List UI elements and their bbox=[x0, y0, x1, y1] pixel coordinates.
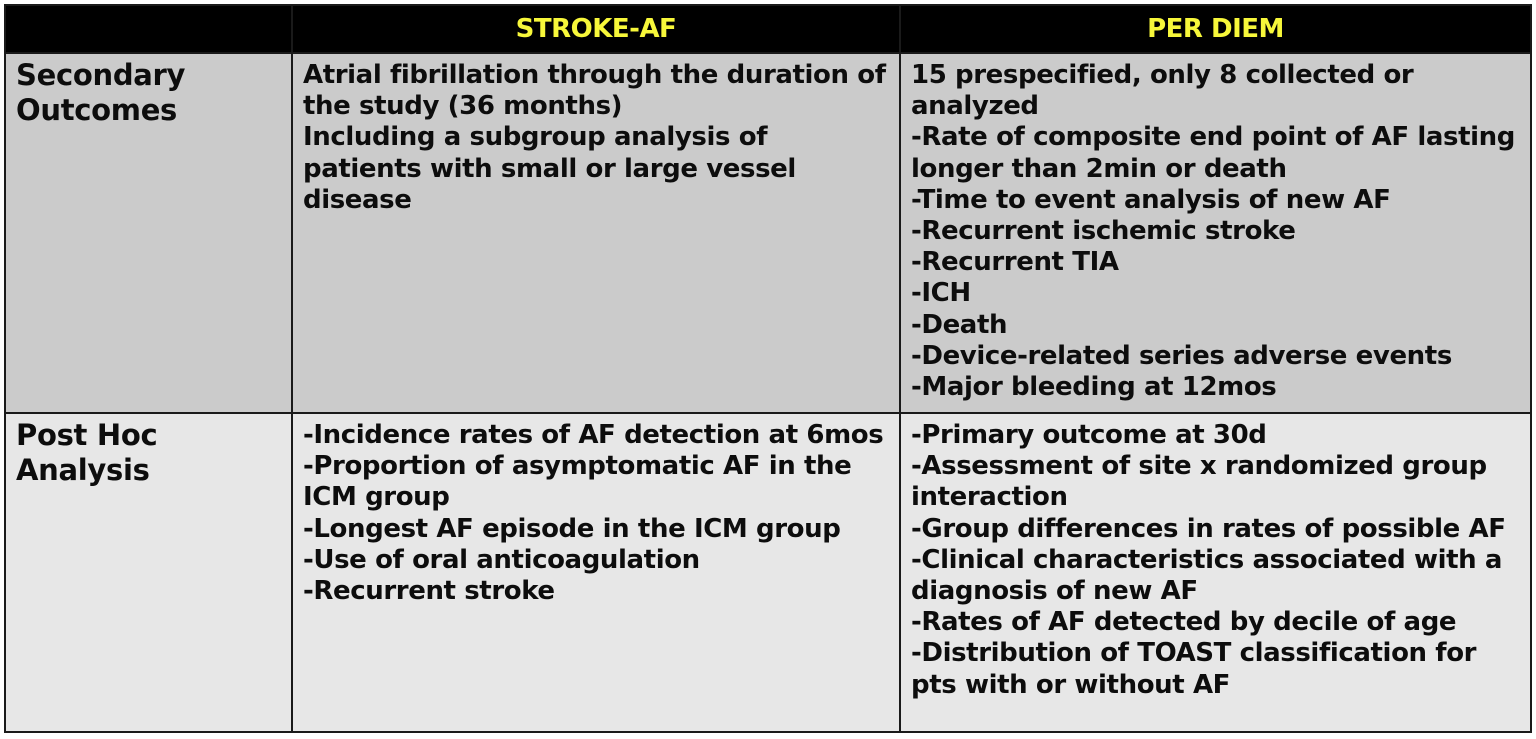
header-stroke-af: STROKE-AF bbox=[292, 5, 900, 53]
table-row-secondary-outcomes bbox=[5, 53, 1531, 413]
list-item: -Use of oral anticoagulation bbox=[303, 544, 700, 575]
comparison-table bbox=[4, 4, 1532, 733]
post-hoc-stroke-af-cell bbox=[292, 413, 900, 732]
row-label-line: Secondary bbox=[16, 58, 186, 92]
header-blank-cell bbox=[5, 5, 292, 53]
list-item: -Clinical characteristics associated with a diagnosis of new AF bbox=[911, 544, 1503, 607]
list-item: -Primary outcome at 30d bbox=[911, 420, 1267, 450]
row-label-post-hoc-analysis bbox=[5, 413, 292, 732]
secondary-outcomes-stroke-af-cell bbox=[292, 53, 900, 413]
list-item: -Group differences in rates of possible AF bbox=[911, 513, 1506, 544]
row-label-secondary-outcomes bbox=[5, 53, 292, 413]
list-item: -Rates of AF detected by decile of age bbox=[911, 607, 1457, 638]
secondary-outcomes-per-diem-cell bbox=[900, 53, 1531, 413]
list-item: 15 prespecified, only 8 collected or analyzed bbox=[911, 60, 1414, 122]
list-item: -Recurrent stroke bbox=[303, 576, 555, 607]
table-row-post-hoc-analysis bbox=[5, 413, 1531, 732]
row-label-line: Post Hoc bbox=[16, 418, 158, 452]
list-item: Atrial fibrillation through the duration of the study (36 months) bbox=[303, 60, 886, 122]
list-item: -Recurrent TIA bbox=[911, 247, 1119, 278]
list-item: -Proportion of asymptomatic AF in the ICM group bbox=[303, 451, 852, 513]
list-item: -Recurrent ischemic stroke bbox=[911, 216, 1296, 247]
header-per-diem: PER DIEM bbox=[900, 5, 1531, 53]
list-item: -Death bbox=[911, 309, 1008, 340]
table-header-row bbox=[5, 5, 1531, 53]
list-item: -Assessment of site x randomized group interaction bbox=[911, 451, 1487, 513]
list-item: -Rate of composite end point of AF lasting longer than 2min or death bbox=[911, 122, 1515, 184]
list-item: -Longest AF episode in the ICM group bbox=[303, 513, 841, 544]
row-label-line: Analysis bbox=[16, 453, 150, 487]
row-label-line: Outcomes bbox=[16, 93, 178, 127]
list-item: -Incidence rates of AF detection at 6mos bbox=[303, 420, 884, 450]
list-item: -Time to event analysis of new AF bbox=[911, 184, 1391, 215]
post-hoc-per-diem-cell bbox=[900, 413, 1531, 732]
list-item: -Device-related series adverse events bbox=[911, 340, 1452, 371]
list-item: -Distribution of TOAST classification for pts with or without AF bbox=[911, 638, 1477, 700]
list-item: -ICH bbox=[911, 278, 971, 309]
list-item: Including a subgroup analysis of patients with small or large vessel disease bbox=[303, 122, 796, 215]
list-item: -Major bleeding at 12mos bbox=[911, 372, 1277, 403]
